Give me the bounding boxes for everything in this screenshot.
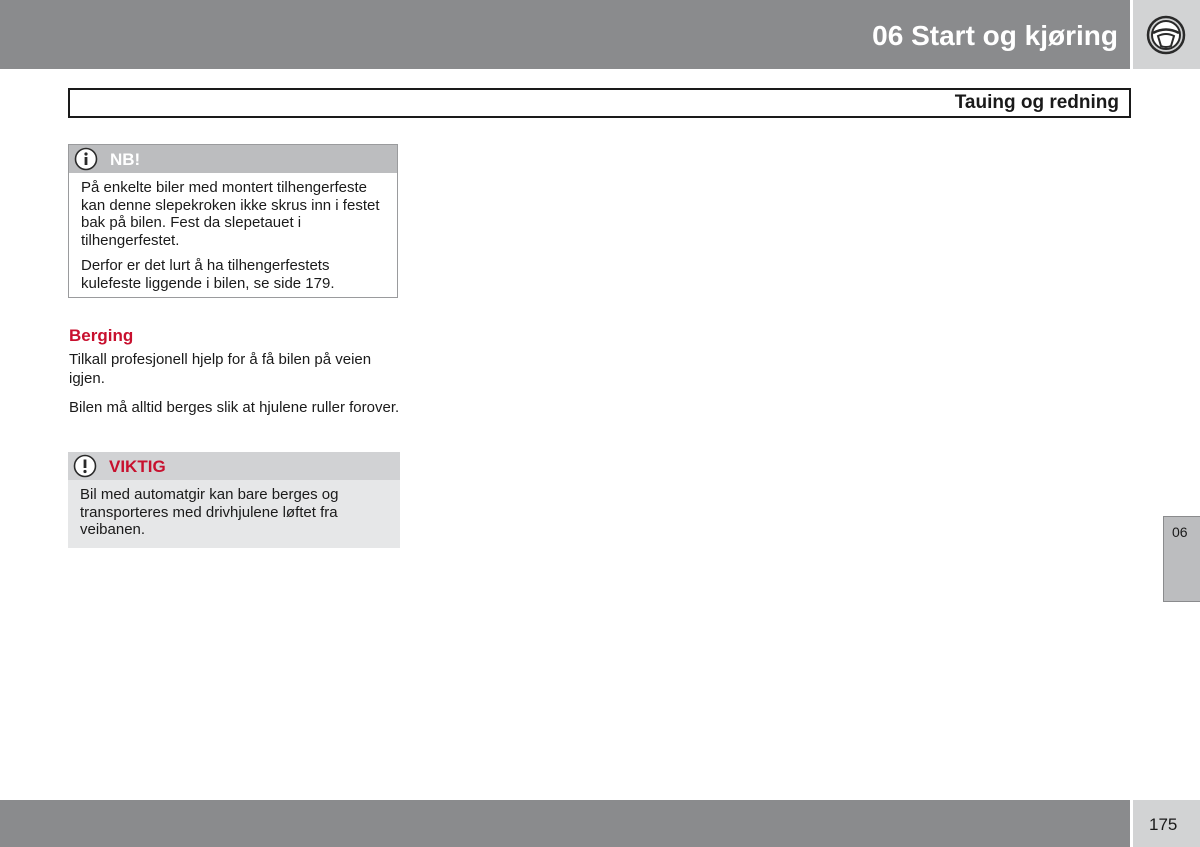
header-icon-box — [1133, 0, 1200, 69]
warning-header — [68, 452, 400, 480]
side-tab-label: 06 — [1172, 524, 1188, 540]
header-bar — [0, 0, 1130, 69]
warning-label: VIKTIG — [109, 457, 166, 476]
note-paragraph: Derfor er det lurt å ha tilhengerfestets kulefeste liggende i bilen, se side 179. — [81, 257, 335, 292]
note-body — [69, 173, 397, 292]
warning-body — [68, 480, 400, 539]
chapter-side-tab — [1163, 516, 1200, 602]
footer-bar — [0, 800, 1130, 847]
berging-paragraph: Tilkall profesjonell hjelp for å få bilen på veien igjen. — [69, 351, 372, 387]
section-title: Tauing og redning — [954, 92, 1119, 113]
note-label: NB! — [110, 150, 141, 169]
note-header — [69, 145, 397, 173]
note-box — [68, 144, 398, 298]
section-title-box — [68, 88, 1131, 118]
warning-box — [68, 452, 400, 548]
warning-text: Bil med automatgir kan bare berges og transporteres med drivhjulene løftet fra veibanen. — [80, 486, 339, 538]
note-paragraph: På enkelte biler med montert tilhengerfeste kan denne slepekroken ikke skrus inn i festet bak på bilen. Fest da slepetauet i tilhengerfestet. — [81, 179, 380, 249]
warning-exclamation-icon — [73, 454, 97, 478]
chapter-title: 06 Start og kjøring — [872, 20, 1118, 51]
page-number-box — [1133, 800, 1200, 847]
page-number: 175 — [1149, 815, 1178, 834]
berging-paragraph: Bilen må alltid berges slik at hjulene ruller forover. — [69, 399, 400, 416]
steering-wheel-icon — [1146, 15, 1186, 55]
berging-heading: Berging — [69, 326, 134, 345]
info-icon — [74, 147, 98, 171]
